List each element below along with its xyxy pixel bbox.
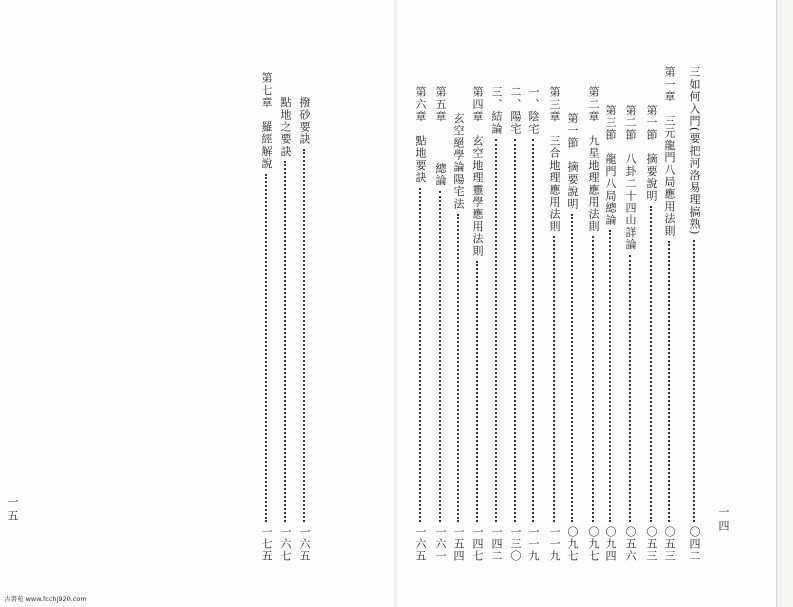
toc-leader-dots [650,206,652,522]
toc-leader-dots [592,236,594,522]
toc-entry-page: 〇四二 [688,526,701,562]
toc-entry-page: 一一九 [527,526,540,562]
toc-entry-page: 一六一 [434,526,447,562]
left-page [0,0,396,607]
toc-entry [452,100,464,562]
toc-entry-title: 第七章 羅經解說 [260,72,273,170]
toc-entry-title: 第二節 八卦二十四山詳論 [624,92,637,251]
toc-entry [509,86,521,562]
toc-entry-title: 點地之要訣 [279,72,292,158]
toc-leader-dots [419,188,421,522]
toc-entry-page: 〇五六 [624,526,637,562]
toc-entry [624,92,636,562]
toc-entry-page: 〇九四 [604,526,617,562]
toc-entry-title: 一、陰宅 [527,86,540,135]
toc-entry-page: 一七五 [260,526,273,562]
toc-leader-dots [265,174,267,522]
toc-entry [434,86,446,146]
toc-leader-dots [439,191,441,522]
toc-leader-dots [514,139,516,522]
watermark-footer: 古書苑 www.fcchj920.com [4,595,87,603]
toc-entry-page: 〇九七 [587,526,600,562]
toc-entry [587,86,599,562]
toc-entry-title: 第一節 摘要說明 [566,100,579,210]
toc-entry [527,86,539,562]
toc-entry-page: 〇五三 [645,526,658,562]
toc-entry-page: 一五四 [452,526,465,562]
toc-leader-dots [303,149,305,522]
toc-entry [260,72,272,562]
toc-entry [490,86,502,562]
book-gutter [394,0,397,607]
toc-entry-page: 一四七 [471,526,484,562]
toc-entry [298,72,310,562]
toc-leader-dots [532,139,534,522]
toc-entry [604,92,616,562]
toc-entry-page: 一六五 [298,526,311,562]
toc-entry [663,66,675,562]
toc-entry [434,150,446,562]
toc-entry [414,86,426,562]
page-number-left: 一五 [6,496,19,524]
toc-entry [645,92,657,562]
toc-entry [566,100,578,562]
toc-entry [471,86,483,562]
toc-entry-title: 第五章 [434,86,447,123]
toc-leader-dots [284,161,286,522]
toc-entry-title: 三如何入門(要把河洛易理搞熟) [688,66,701,236]
toc-leader-dots [457,214,459,522]
toc-entry-page: 一一九 [548,526,561,562]
toc-entry-title: 第一章 三元龍門八局應用法則 [663,66,676,237]
toc-leader-dots [693,240,695,522]
toc-leader-dots [609,230,611,522]
toc-entry-title: 第三節 龍門八局總論 [604,92,617,227]
toc-leader-dots [495,139,497,522]
toc-entry-title: 第二章 九星地理應用法則 [587,86,600,233]
toc-leader-dots [668,241,670,522]
toc-entry-page: 一六七 [279,526,292,562]
toc-entry [279,72,291,562]
toc-leader-dots [476,261,478,522]
toc-entry-title: 第三章 三合地理應用法則 [548,86,561,233]
toc-entry [688,66,700,562]
toc-entry-page: 〇九七 [566,526,579,562]
toc-entry-title: 三、結論 [490,86,503,135]
toc-entry-title: 二、陽宅 [509,86,522,135]
toc-entry-title: 玄空絕學論陽宅法 [452,100,465,210]
toc-entry-title: 總論 [434,150,447,187]
page-number-right: 一四 [717,506,730,534]
toc-leader-dots [571,214,573,522]
toc-entry-title: 第六章 點地要訣 [414,86,427,184]
toc-entry-page: 一六五 [414,526,427,562]
toc-entry [548,86,560,562]
toc-leader-dots [553,236,555,522]
toc-entry-page: 一四二 [490,526,503,562]
toc-leader-dots [629,255,631,522]
page-edge [776,0,793,607]
toc-entry-title: 第四章 玄空地理靈學應用法則 [471,86,484,257]
toc-entry-title: 第一節 摘要說明 [645,92,658,202]
toc-entry-page: 一三〇 [509,526,522,562]
toc-entry-page: 〇五三 [663,526,676,562]
toc-entry-title: 撥砂要訣 [298,72,311,146]
